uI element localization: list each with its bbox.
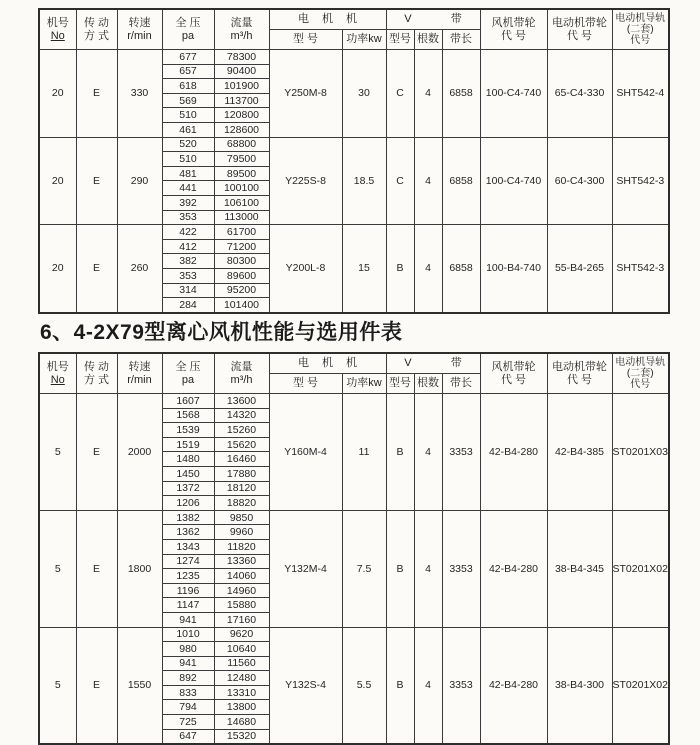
cell-motor-pulley: 60-C4-300	[547, 137, 612, 225]
table-row	[39, 394, 669, 409]
cell-flow: 15620	[214, 437, 269, 452]
cell-vbelt-count: 4	[414, 225, 442, 313]
cell-motor-power: 5.5	[342, 627, 386, 744]
cell-flow: 101900	[214, 79, 269, 94]
cell-pressure: 1382	[162, 510, 214, 525]
cell-pressure: 353	[162, 268, 214, 283]
cell-motor-pulley: 38-B4-345	[547, 510, 612, 627]
cell-vbelt-length: 6858	[442, 50, 480, 138]
table-row	[39, 225, 669, 240]
fan-spec-table-upper	[38, 8, 670, 314]
cell-motor-model: Y160M-4	[269, 394, 342, 511]
cell-pressure: 412	[162, 239, 214, 254]
cell-flow: 68800	[214, 137, 269, 152]
cell-vbelt-model: C	[386, 50, 414, 138]
col-header-flow: 流量 m³/h	[214, 353, 269, 394]
cell-motor-rail: ST0201X03	[612, 394, 669, 511]
cell-flow: 14680	[214, 715, 269, 730]
cell-pressure: 1147	[162, 598, 214, 613]
cell-flow: 12480	[214, 671, 269, 686]
cell-flow: 9620	[214, 627, 269, 642]
cell-pressure: 284	[162, 298, 214, 313]
cell-machine-no: 20	[39, 137, 76, 225]
cell-motor-power: 11	[342, 394, 386, 511]
col-header-motor-power: 功率kw	[342, 374, 386, 394]
cell-motor-power: 15	[342, 225, 386, 313]
cell-motor-rail: SHT542-3	[612, 137, 669, 225]
col-header-flow: 流量 m³/h	[214, 9, 269, 50]
cell-drive: E	[76, 50, 117, 138]
cell-pressure: 1372	[162, 481, 214, 496]
cell-motor-rail: ST0201X02	[612, 510, 669, 627]
cell-pressure: 510	[162, 108, 214, 123]
cell-speed: 290	[117, 137, 162, 225]
cell-flow: 15320	[214, 729, 269, 744]
cell-flow: 16460	[214, 452, 269, 467]
table-body	[39, 394, 669, 745]
cell-flow: 9960	[214, 525, 269, 540]
cell-pressure: 353	[162, 210, 214, 225]
cell-vbelt-length: 6858	[442, 225, 480, 313]
cell-flow: 13360	[214, 554, 269, 569]
col-header-vbelt-model: 型号	[386, 30, 414, 50]
cell-flow: 18120	[214, 481, 269, 496]
cell-speed: 1550	[117, 627, 162, 744]
cell-flow: 14960	[214, 583, 269, 598]
table-body	[39, 50, 669, 313]
cell-drive: E	[76, 394, 117, 511]
cell-pressure: 520	[162, 137, 214, 152]
cell-fan-pulley: 100-B4-740	[480, 225, 547, 313]
cell-flow: 71200	[214, 239, 269, 254]
cell-pressure: 833	[162, 685, 214, 700]
cell-pressure: 441	[162, 181, 214, 196]
cell-vbelt-model: B	[386, 627, 414, 744]
table-row	[39, 627, 669, 642]
col-header-vbelt-count: 根数	[414, 30, 442, 50]
cell-pressure: 569	[162, 93, 214, 108]
col-header-fan-pulley: 风机带轮 代 号	[480, 9, 547, 50]
cell-pressure: 510	[162, 152, 214, 167]
cell-pressure: 657	[162, 64, 214, 79]
cell-pressure: 1235	[162, 569, 214, 584]
cell-machine-no: 5	[39, 394, 76, 511]
cell-flow: 13310	[214, 685, 269, 700]
cell-pressure: 892	[162, 671, 214, 686]
cell-flow: 14060	[214, 569, 269, 584]
col-header-motor-group: 电 机 机	[269, 353, 386, 374]
cell-motor-model: Y132M-4	[269, 510, 342, 627]
col-header-motor-model: 型 号	[269, 374, 342, 394]
col-header-speed: 转速 r/min	[117, 353, 162, 394]
col-header-motor-group: 电 机 机	[269, 9, 386, 30]
cell-flow: 18820	[214, 496, 269, 511]
cell-vbelt-length: 3353	[442, 510, 480, 627]
cell-drive: E	[76, 627, 117, 744]
cell-drive: E	[76, 510, 117, 627]
cell-vbelt-count: 4	[414, 50, 442, 138]
col-header-motor-rail: 电动机导轨 (二套) 代号	[612, 353, 669, 394]
cell-vbelt-count: 4	[414, 137, 442, 225]
cell-pressure: 1274	[162, 554, 214, 569]
col-header-speed: 转速 r/min	[117, 9, 162, 50]
cell-pressure: 1450	[162, 466, 214, 481]
cell-machine-no: 5	[39, 627, 76, 744]
cell-machine-no: 20	[39, 225, 76, 313]
cell-pressure: 422	[162, 225, 214, 240]
col-header-machine-no: 机号 No	[39, 9, 76, 50]
cell-flow: 13800	[214, 700, 269, 715]
cell-pressure: 618	[162, 79, 214, 94]
col-header-vbelt-group: V 带	[386, 353, 480, 374]
cell-flow: 113000	[214, 210, 269, 225]
cell-vbelt-model: C	[386, 137, 414, 225]
cell-speed: 1800	[117, 510, 162, 627]
cell-fan-pulley: 42-B4-280	[480, 394, 547, 511]
cell-flow: 95200	[214, 283, 269, 298]
cell-flow: 11820	[214, 539, 269, 554]
col-header-drive: 传 动 方 式	[76, 9, 117, 50]
cell-flow: 89600	[214, 268, 269, 283]
cell-vbelt-length: 3353	[442, 627, 480, 744]
cell-vbelt-count: 4	[414, 394, 442, 511]
header-row-1	[39, 353, 669, 374]
cell-flow: 15880	[214, 598, 269, 613]
col-header-motor-pulley: 电动机带轮 代 号	[547, 9, 612, 50]
cell-pressure: 647	[162, 729, 214, 744]
table-header	[39, 9, 669, 50]
cell-pressure: 1362	[162, 525, 214, 540]
cell-motor-rail: SHT542-3	[612, 225, 669, 313]
cell-motor-model: Y250M-8	[269, 50, 342, 138]
cell-pressure: 941	[162, 612, 214, 627]
cell-pressure: 1343	[162, 539, 214, 554]
cell-motor-power: 7.5	[342, 510, 386, 627]
col-header-vbelt-count: 根数	[414, 374, 442, 394]
header-row-1	[39, 9, 669, 30]
cell-flow: 101400	[214, 298, 269, 313]
cell-fan-pulley: 100-C4-740	[480, 137, 547, 225]
col-header-motor-power: 功率kw	[342, 30, 386, 50]
cell-flow: 13600	[214, 394, 269, 409]
cell-motor-rail: SHT542-4	[612, 50, 669, 138]
cell-flow: 90400	[214, 64, 269, 79]
cell-flow: 15260	[214, 423, 269, 438]
cell-speed: 260	[117, 225, 162, 313]
cell-motor-model: Y225S-8	[269, 137, 342, 225]
cell-flow: 120800	[214, 108, 269, 123]
cell-vbelt-count: 4	[414, 627, 442, 744]
cell-pressure: 1480	[162, 452, 214, 467]
col-header-drive: 传 动 方 式	[76, 353, 117, 394]
cell-fan-pulley: 42-B4-280	[480, 627, 547, 744]
cell-fan-pulley: 100-C4-740	[480, 50, 547, 138]
cell-pressure: 941	[162, 656, 214, 671]
cell-flow: 80300	[214, 254, 269, 269]
col-header-vbelt-length: 带长	[442, 374, 480, 394]
cell-pressure: 1196	[162, 583, 214, 598]
cell-pressure: 1568	[162, 408, 214, 423]
cell-vbelt-length: 3353	[442, 394, 480, 511]
cell-flow: 14320	[214, 408, 269, 423]
cell-pressure: 382	[162, 254, 214, 269]
cell-vbelt-count: 4	[414, 510, 442, 627]
cell-motor-pulley: 65-C4-330	[547, 50, 612, 138]
cell-motor-rail: ST0201X02	[612, 627, 669, 744]
table-row	[39, 137, 669, 152]
cell-fan-pulley: 42-B4-280	[480, 510, 547, 627]
cell-pressure: 481	[162, 166, 214, 181]
cell-pressure: 794	[162, 700, 214, 715]
cell-pressure: 1010	[162, 627, 214, 642]
cell-pressure: 677	[162, 50, 214, 65]
cell-pressure: 725	[162, 715, 214, 730]
cell-pressure: 980	[162, 642, 214, 657]
col-header-vbelt-length: 带长	[442, 30, 480, 50]
cell-pressure: 461	[162, 122, 214, 137]
cell-flow: 100100	[214, 181, 269, 196]
cell-flow: 79500	[214, 152, 269, 167]
cell-speed: 2000	[117, 394, 162, 511]
cell-vbelt-length: 6858	[442, 137, 480, 225]
col-header-fan-pulley: 风机带轮 代 号	[480, 353, 547, 394]
cell-flow: 11560	[214, 656, 269, 671]
cell-motor-power: 30	[342, 50, 386, 138]
cell-flow: 10640	[214, 642, 269, 657]
table-row	[39, 50, 669, 65]
cell-motor-model: Y132S-4	[269, 627, 342, 744]
cell-flow: 89500	[214, 166, 269, 181]
cell-drive: E	[76, 225, 117, 313]
col-header-motor-pulley: 电动机带轮 代 号	[547, 353, 612, 394]
cell-motor-pulley: 55-B4-265	[547, 225, 612, 313]
cell-flow: 106100	[214, 195, 269, 210]
cell-motor-power: 18.5	[342, 137, 386, 225]
col-header-motor-rail: 电动机导轨 (二套) 代号	[612, 9, 669, 50]
cell-vbelt-model: B	[386, 225, 414, 313]
cell-machine-no: 5	[39, 510, 76, 627]
cell-flow: 128600	[214, 122, 269, 137]
cell-flow: 113700	[214, 93, 269, 108]
cell-flow: 17160	[214, 612, 269, 627]
cell-flow: 61700	[214, 225, 269, 240]
cell-pressure: 1607	[162, 394, 214, 409]
col-header-machine-no: 机号 No	[39, 353, 76, 394]
col-header-pressure: 全 压 pa	[162, 353, 214, 394]
cell-motor-model: Y200L-8	[269, 225, 342, 313]
cell-flow: 17880	[214, 466, 269, 481]
cell-vbelt-model: B	[386, 510, 414, 627]
cell-pressure: 1206	[162, 496, 214, 511]
col-header-vbelt-model: 型号	[386, 374, 414, 394]
table-header	[39, 353, 669, 394]
cell-motor-pulley: 38-B4-300	[547, 627, 612, 744]
cell-drive: E	[76, 137, 117, 225]
cell-flow: 9850	[214, 510, 269, 525]
col-header-motor-model: 型 号	[269, 30, 342, 50]
cell-pressure: 392	[162, 195, 214, 210]
fan-spec-table-lower	[38, 352, 670, 745]
cell-pressure: 1539	[162, 423, 214, 438]
table-row	[39, 510, 669, 525]
col-header-vbelt-group: V 带	[386, 9, 480, 30]
cell-pressure: 314	[162, 283, 214, 298]
cell-machine-no: 20	[39, 50, 76, 138]
cell-speed: 330	[117, 50, 162, 138]
cell-motor-pulley: 42-B4-385	[547, 394, 612, 511]
col-header-pressure: 全 压 pa	[162, 9, 214, 50]
cell-vbelt-model: B	[386, 394, 414, 511]
cell-pressure: 1519	[162, 437, 214, 452]
cell-flow: 78300	[214, 50, 269, 65]
section-title: 6、4-2X79型离心风机性能与选用件表	[40, 321, 403, 344]
